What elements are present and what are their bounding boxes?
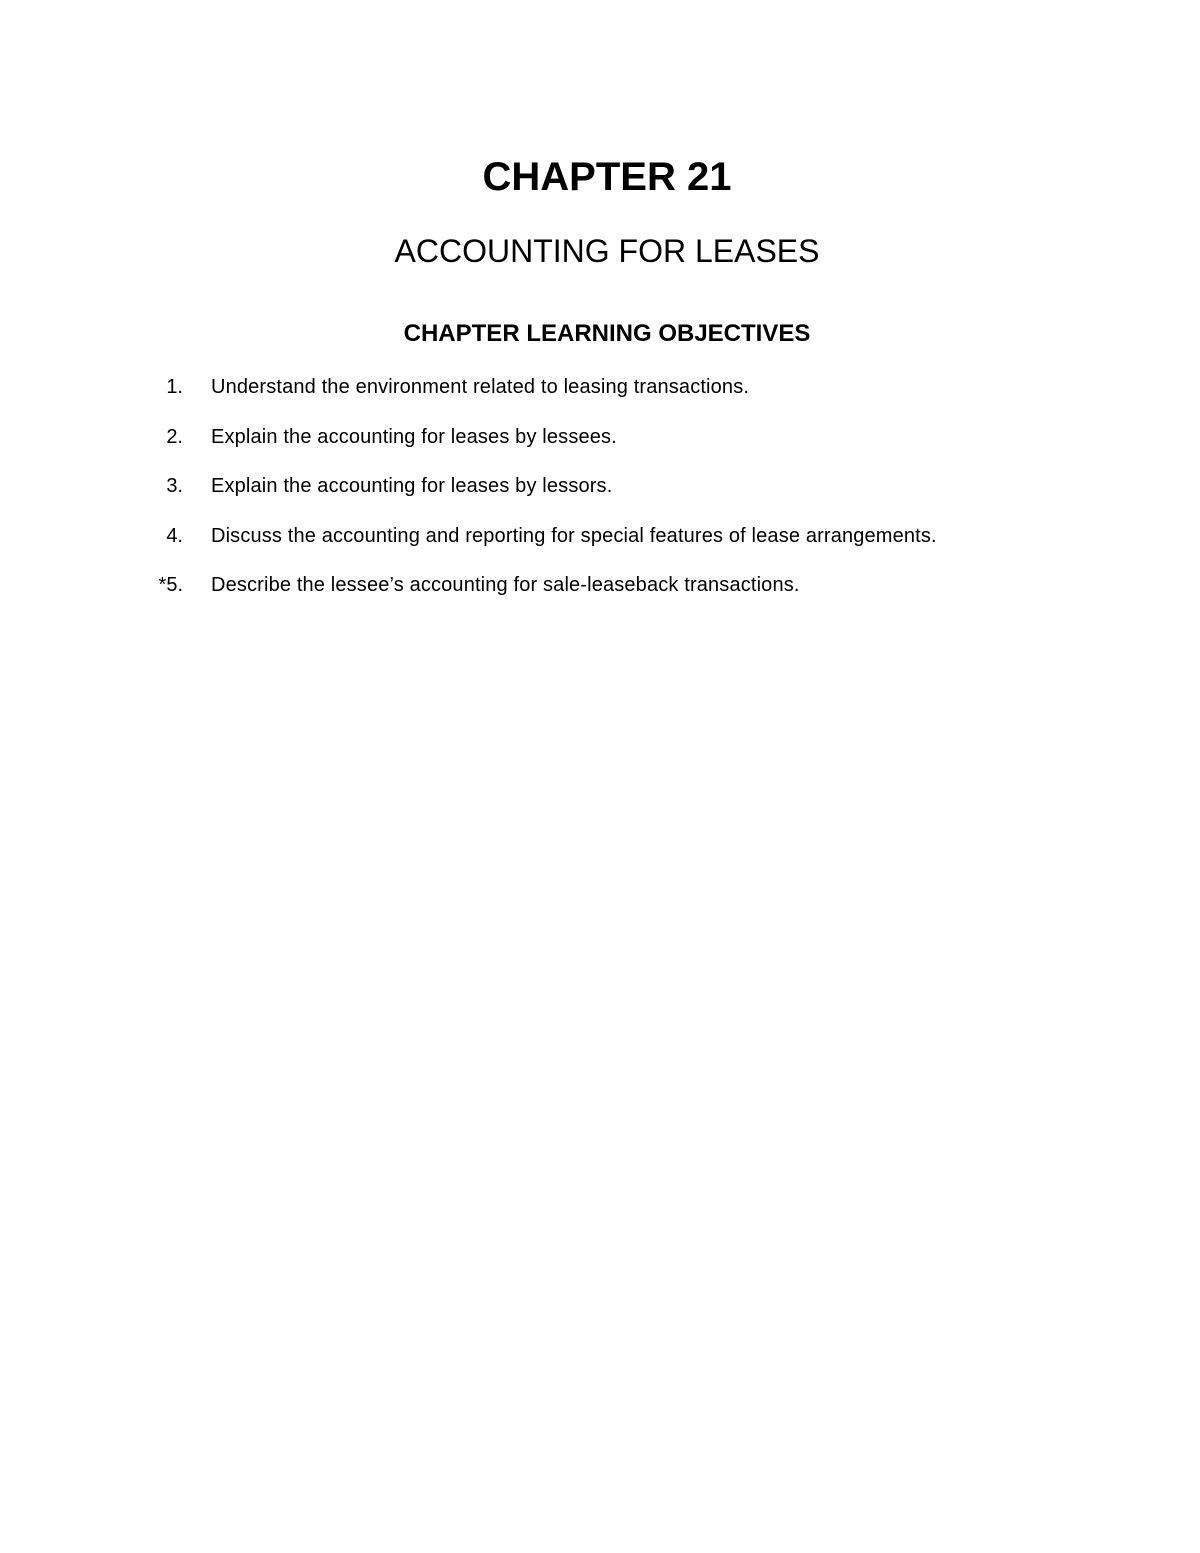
objective-text: Explain the accounting for leases by lessees. (211, 425, 617, 448)
objective-item (0, 372, 1200, 422)
objective-number: *5. (158, 574, 183, 597)
objective-item (0, 521, 1200, 571)
objective-number: 1. (166, 376, 183, 398)
objective-number: 2. (166, 425, 183, 448)
objective-number: 4. (166, 524, 183, 547)
objective-item (0, 422, 1200, 472)
objective-item (0, 570, 1200, 620)
objective-text: Understand the environment related to leasing transactions. (211, 376, 750, 398)
objectives-list (0, 372, 1200, 620)
objective-text: Describe the lessee’s accounting for sale-leaseback transactions. (211, 574, 800, 597)
objectives-heading: CHAPTER LEARNING OBJECTIVES (403, 320, 811, 347)
chapter-title: CHAPTER 21 (482, 155, 732, 199)
objective-text: Discuss the accounting and reporting for special features of lease arrangements. (211, 524, 937, 547)
chapter-subtitle: ACCOUNTING FOR LEASES (394, 233, 820, 269)
objective-number: 3. (166, 475, 183, 498)
objective-text: Explain the accounting for leases by lessors. (211, 475, 613, 498)
objective-item (0, 471, 1200, 521)
